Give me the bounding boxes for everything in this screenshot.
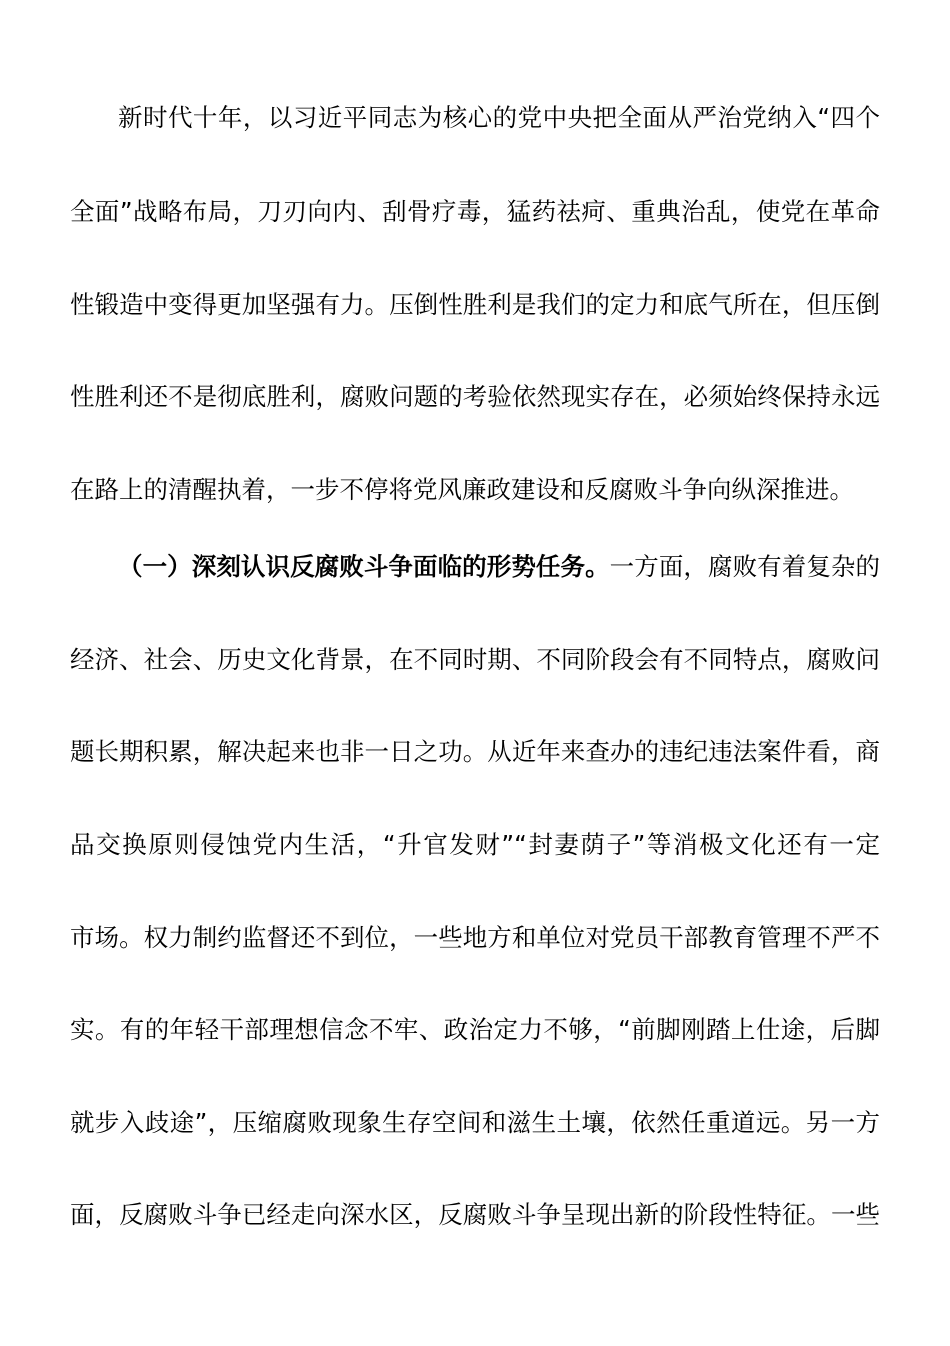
paragraph-2-line-3: 题长期积累，解决起来也非一日之功。从近年来查办的违纪违法案件看，商	[70, 737, 880, 766]
paragraph-2-line-4: 品交换原则侵蚀党内生活，“升官发财”“封妻荫子”等消极文化还有一定	[70, 830, 880, 859]
paragraph-2-line-2: 经济、社会、历史文化背景，在不同时期、不同阶段会有不同特点，腐败问	[70, 645, 880, 674]
paragraph-2-line-1-rest: 一方面，腐败有着复杂的	[609, 552, 881, 581]
paragraph-2-line-8: 面，反腐败斗争已经走向深水区，反腐败斗争呈现出新的阶段性特征。一些	[70, 1200, 880, 1229]
paragraph-2-line-1	[118, 547, 880, 587]
paragraph-1-line-4: 性胜利还不是彻底胜利，腐败问题的考验依然现实存在，必须始终保持永远	[70, 382, 880, 411]
section-heading: （一）深刻认识反腐败斗争面临的形势任务。	[118, 552, 610, 581]
paragraph-1-line-1: 新时代十年，以习近平同志为核心的党中央把全面从严治党纳入“四个	[118, 103, 880, 132]
paragraph-2-line-6: 实。有的年轻干部理想信念不牢、政治定力不够，“前脚刚踏上仕途，后脚	[70, 1015, 880, 1044]
paragraph-2-line-7: 就步入歧途”，压缩腐败现象生存空间和滋生土壤，依然任重道远。另一方	[70, 1108, 880, 1137]
paragraph-1-line-5: 在路上的清醒执着，一步不停将党风廉政建设和反腐败斗争向纵深推进。	[70, 475, 854, 504]
paragraph-1-line-2: 全面”战略布局，刀刃向内、刮骨疗毒，猛药祛疴、重典治乱，使党在革命	[70, 197, 880, 226]
paragraph-1-line-3: 性锻造中变得更加坚强有力。压倒性胜利是我们的定力和底气所在，但压倒	[70, 290, 880, 319]
paragraph-2-line-5: 市场。权力制约监督还不到位，一些地方和单位对党员干部教育管理不严不	[70, 923, 880, 952]
